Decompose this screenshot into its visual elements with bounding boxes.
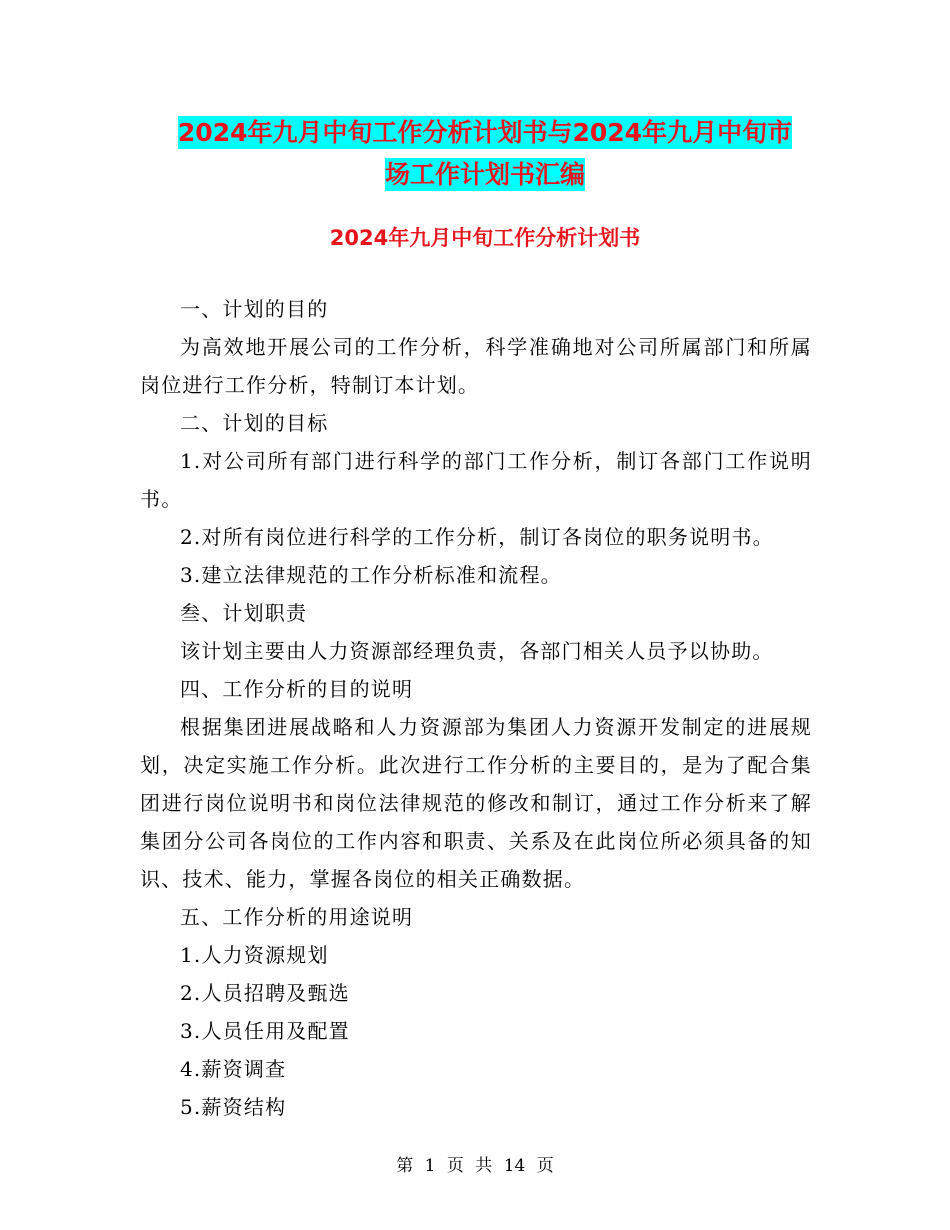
title-highlight: 场工作计划书汇编: [384, 160, 585, 189]
paragraph: 为高效地开展公司的工作分析，科学准确地对公司所属部门和所属岗位进行工作分析，特制订本计划。: [140, 335, 812, 397]
paragraph: 1.对公司所有部门进行科学的部门工作分析，制订各部门工作说明书。: [140, 449, 812, 511]
document-body: [140, 290, 812, 1126]
paragraph: 二、计划的目标: [180, 411, 329, 435]
paragraph: 根据集团进展战略和人力资源部为集团人力资源开发制定的进展规划，决定实施工作分析。此次进行工作分析的主要目的，是为了配合集团进行岗位说明书和岗位法律规范的修改和制订，通过工作分析来了解集团分公司各岗位的工作内容和职责、关系及在此岗位所必须具备的知识、技术、能力，掌握各岗位的相关正确数据。: [140, 715, 812, 891]
paragraph: 叁、计划职责: [180, 601, 308, 625]
title-highlight: 2024年九月中旬工作分析计划书与2024年九月中旬市: [177, 118, 793, 147]
paragraph: 3.人员任用及配置: [180, 1019, 350, 1043]
document-title-line1: [140, 112, 830, 154]
paragraph: 四、工作分析的目的说明: [180, 677, 414, 701]
paragraph: 5.薪资结构: [180, 1095, 287, 1119]
paragraph: 五、工作分析的用途说明: [180, 905, 414, 929]
paragraph: 1.人力资源规划: [180, 943, 329, 967]
paragraph: 该计划主要由人力资源部经理负责，各部门相关人员予以协助。: [180, 639, 774, 663]
paragraph: 2.对所有岗位进行科学的工作分析，制订各岗位的职务说明书。: [180, 525, 774, 549]
page-footer: 第 1 页 共 14 页: [396, 1156, 554, 1176]
paragraph: 2.人员招聘及甄选: [180, 981, 350, 1005]
paragraph: 一、计划的目的: [180, 297, 329, 321]
paragraph: 3.建立法律规范的工作分析标准和流程。: [180, 563, 562, 587]
document-title-line2: [140, 154, 830, 196]
paragraph: 4.薪资调查: [180, 1057, 287, 1081]
section-title: 2024年九月中旬工作分析计划书: [329, 226, 641, 250]
